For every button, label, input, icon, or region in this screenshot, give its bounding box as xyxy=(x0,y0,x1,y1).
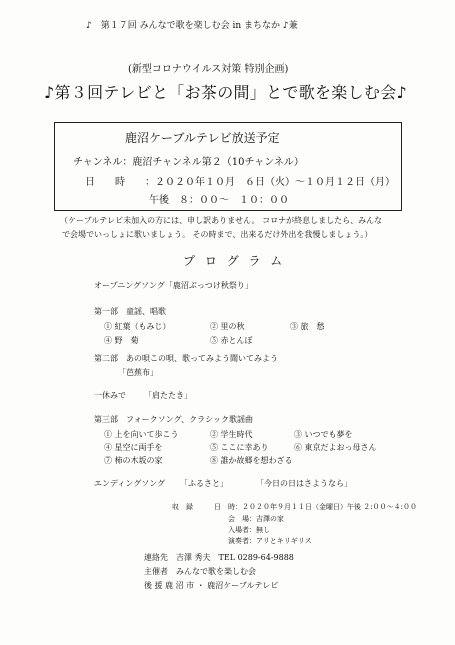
ending-label: エンディングソング xyxy=(94,479,166,488)
footer-contact: 連絡先 吉澤 秀夫 TEL 0289-64-9888 xyxy=(144,553,294,562)
part3-song-2: ② 学生時代 xyxy=(210,430,253,439)
recording-venue: 会 場：吉澤の家 xyxy=(228,515,284,523)
footer-sponsor: 後 援 鹿 沼 市 ・ 鹿沼ケーブルテレビ xyxy=(144,581,279,590)
part3-title: 第三部 フォークソング、クラシック歌謡曲 xyxy=(94,415,253,424)
part3-song-4: ④ 星空に両手を xyxy=(104,443,163,452)
part1-song-3: ③ 旅 愁 xyxy=(290,322,325,331)
ending-song-2: 「今日の日はさようなら」 xyxy=(256,479,352,488)
part3-song-1: ① 上を向いて歩こう xyxy=(104,430,179,439)
date-label: 日 時 xyxy=(85,177,125,188)
broadcast-heading: 鹿沼ケーブルテレビ放送予定 xyxy=(125,131,280,145)
opening-song: オープニングソング「鹿沼ぶっつけ秋祭り」 xyxy=(94,281,253,290)
recording-audience: 入場者：無し xyxy=(228,526,270,534)
date-text: ：２０２０年１０月 ６日（火）〜１０月１２日（月） xyxy=(145,177,395,188)
header-text: ♪ 第１７回 みんなで歌を楽しむ会 in まちなか ♪兼 xyxy=(86,21,298,31)
footer-organizer: 主催者 みんなで歌を楽しむ会 xyxy=(144,567,256,576)
time-text: 午後 ８：００〜 １０：００ xyxy=(149,195,289,206)
part3-song-7: ⑦ 柿の木坂の家 xyxy=(104,456,163,465)
part1-song-5: ⑤ 赤とんぼ xyxy=(210,336,253,345)
recording-performers: 演奏者：アリとキリギリス xyxy=(228,537,312,545)
part2-song: 「芭蕉布」 xyxy=(118,368,158,377)
subtitle: (新型コロナウイルス対策 特別企画) xyxy=(128,64,289,75)
part1-song-2: ② 里の秋 xyxy=(210,322,245,331)
part1-song-4: ④ 野 菊 xyxy=(104,336,139,345)
recording-date: 日 時：２０２０年９月１１日（金曜日）午後 ２:００〜４:００ xyxy=(214,503,417,511)
part3-song-8: ⑧ 誰か故郷を想わざる xyxy=(210,456,293,465)
part3-song-5: ⑤ ここに幸あり xyxy=(210,443,269,452)
recording-label: 収 録 xyxy=(172,503,193,511)
part3-song-6: ⑥ 東京だよおっ母さん xyxy=(294,443,377,452)
page-title: ♪第３回テレビと「お茶の間」とで歌を楽しむ会♪ xyxy=(44,83,408,102)
part2-title: 第二部 あの唄この唄、歌ってみよう聞いてみよう xyxy=(94,354,278,363)
break-song: 「肩たたき」 xyxy=(144,391,192,400)
program-heading: プ ロ グ ラ ム xyxy=(183,254,286,268)
part1-title: 第一部 童謡、唱歌 xyxy=(94,307,166,316)
ending-song-1: 「ふるさと」 xyxy=(180,479,228,488)
note-line-1: （ケーブルテレビ未加入の方には、申し訳ありません。 コロナが終息しましたら、みんな xyxy=(60,216,383,225)
part1-song-1: ① 紅葉（もみじ） xyxy=(104,322,171,331)
broadcast-box xyxy=(54,122,402,211)
part3-song-3: ③ いつでも夢を xyxy=(294,430,353,439)
channel-text: チャンネル：鹿沼チャンネル第２（10チャンネル） xyxy=(73,157,304,168)
note-line-2: で会場でいっしょに歌いましょう。 その時まで、出来るだけ外出を我慢しましょう。） xyxy=(62,230,373,239)
break-label: 一休みで xyxy=(94,391,126,400)
